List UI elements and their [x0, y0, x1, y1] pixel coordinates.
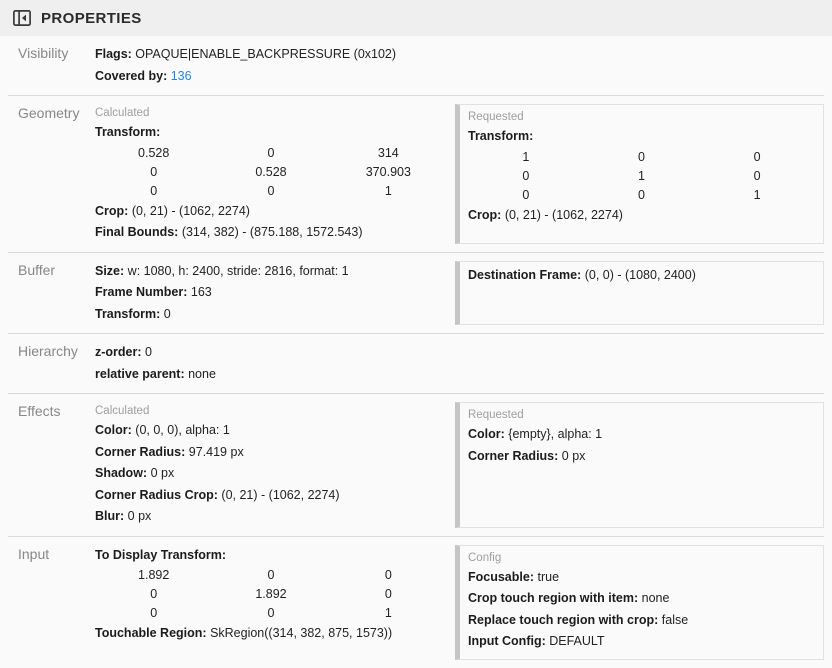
section-geometry	[8, 96, 824, 253]
color-row: Color: {empty}, alpha: 1	[468, 427, 603, 441]
transform-row: Transform: 0	[95, 306, 171, 321]
corner-radius-row: Corner Radius: 0 px	[468, 448, 586, 463]
corner-radius-row: Corner Radius: 97.419 px	[95, 444, 244, 459]
covered-by-row: Covered by: 136	[95, 68, 192, 83]
destination-frame-row: Destination Frame: (0, 0) - (1080, 2400)	[468, 267, 696, 282]
to-display-transform-row: To Display Transform:	[95, 547, 227, 562]
requested-group-label: Requested	[468, 409, 524, 421]
frame-number-row: Frame Number: 163	[95, 285, 212, 299]
section-label-geometry: Geometry	[18, 105, 80, 121]
buffer-side	[455, 261, 824, 326]
size-row: Size: w: 1080, h: 2400, stride: 2816, format: 1	[95, 263, 349, 278]
calculated-group-label: Calculated	[95, 405, 150, 417]
focusable-row: Focusable: true	[468, 569, 560, 584]
section-hierarchy	[8, 334, 824, 394]
transform-matrix: 1 0 0 0 1 0 0 0 1	[522, 149, 761, 202]
geometry-calculated	[95, 104, 447, 244]
crop-row: Crop: (0, 21) - (1062, 2274)	[95, 203, 250, 218]
color-row: Color: (0, 0, 0), alpha: 1	[95, 423, 230, 437]
replace-touch-region-row: Replace touch region with crop: false	[468, 612, 689, 627]
hierarchy-details	[95, 342, 447, 385]
geometry-side	[455, 104, 824, 244]
effects-calculated	[95, 402, 447, 528]
left-panel-close-icon-svg	[12, 8, 32, 28]
input-config-row: Input Config: DEFAULT	[468, 634, 605, 648]
section-input	[8, 537, 824, 668]
section-label-visibility: Visibility	[18, 45, 69, 61]
covered-by-link[interactable]: 136	[170, 68, 192, 83]
buffer-requested-panel	[455, 261, 824, 326]
config-group-label: Config	[468, 551, 502, 564]
section-label-input: Input	[18, 545, 50, 562]
z-order-row: z-order: 0	[95, 345, 152, 359]
section-buffer	[8, 253, 824, 335]
transform-row: Transform:	[468, 129, 534, 143]
requested-group-label: Requested	[468, 111, 524, 123]
visibility-side-empty	[455, 44, 824, 87]
section-effects	[8, 394, 824, 537]
crop-row: Crop: (0, 21) - (1062, 2274)	[468, 207, 623, 222]
corner-radius-crop-row: Corner Radius Crop: (0, 21) - (1062, 2274)	[95, 487, 340, 502]
properties-header	[0, 0, 832, 36]
buffer-details	[95, 261, 447, 326]
visibility-details	[95, 44, 447, 87]
transform-matrix: 0.528 0 314 0 0.528 370.903 0 0 1	[138, 145, 411, 198]
page-title: PROPERTIES	[41, 9, 142, 27]
transform-row: Transform:	[95, 125, 161, 139]
section-label-hierarchy: Hierarchy	[18, 343, 78, 359]
effects-side	[455, 402, 824, 528]
input-config-panel	[455, 545, 824, 660]
calculated-group-label: Calculated	[95, 107, 150, 119]
blur-row: Blur: 0 px	[95, 509, 152, 523]
properties-content	[0, 36, 832, 668]
effects-requested-panel	[455, 402, 824, 528]
input-details	[95, 545, 447, 660]
shadow-row: Shadow: 0 px	[95, 466, 175, 480]
section-label-effects: Effects	[18, 403, 61, 419]
hierarchy-side-empty	[455, 342, 824, 385]
input-side	[455, 545, 824, 660]
section-label-buffer: Buffer	[18, 261, 56, 278]
flags-row: Flags: OPAQUE|ENABLE_BACKPRESSURE (0x102)	[95, 47, 397, 61]
geometry-requested-panel	[455, 104, 824, 244]
to-display-transform-matrix: 1.892 0 0 0 1.892 0 0 0 1	[138, 568, 392, 620]
touchable-region-row: Touchable Region: SkRegion((314, 382, 875, 1573))	[95, 626, 393, 640]
crop-touch-region-row: Crop touch region with item: none	[468, 591, 670, 605]
final-bounds-row: Final Bounds: (314, 382) - (875.188, 1572.543)	[95, 225, 363, 239]
relative-parent-row: relative parent: none	[95, 366, 216, 381]
left-panel-close-icon[interactable]	[12, 8, 32, 28]
section-visibility	[8, 36, 824, 96]
